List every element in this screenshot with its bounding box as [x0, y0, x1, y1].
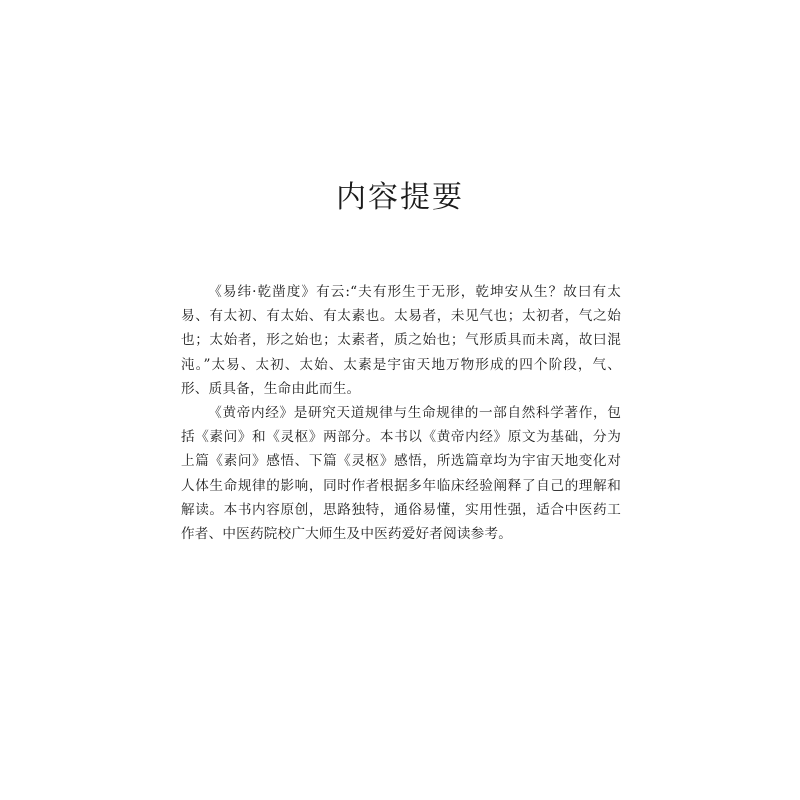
page-title: 内容提要: [336, 180, 464, 215]
summary-paragraph-1: 《易纬·乾凿度》有云:“夫有形生于无形，乾坤安从生？故曰有太易、有太初、有太始、有太素也。太易者，未见气也；太初者，气之始也；太始者，形之始也；太素者，质之始也；气形质具而未离，故曰混沌。”太易、太初、太始、太素是宇宙天地万物形成的四个阶段，气、形、质具备，生命由此而生。: [181, 284, 621, 397]
summary-body: [181, 280, 621, 546]
summary-paragraph-2: 《黄帝内经》是研究天道规律与生命规律的一部自然科学著作，包括《素问》和《灵枢》两部分。本书以《黄帝内经》原文为基础，分为上篇《素问》感悟、下篇《灵枢》感悟，所选篇章均为宇宙天地变化对人体生命规律的影响，同时作者根据多年临床经验阐释了自己的理解和解读。本书内容原创，思路独特，通俗易懂，实用性强，适合中医药工作者、中医药院校广大师生及中医药爱好者阅读参考。: [181, 405, 621, 543]
